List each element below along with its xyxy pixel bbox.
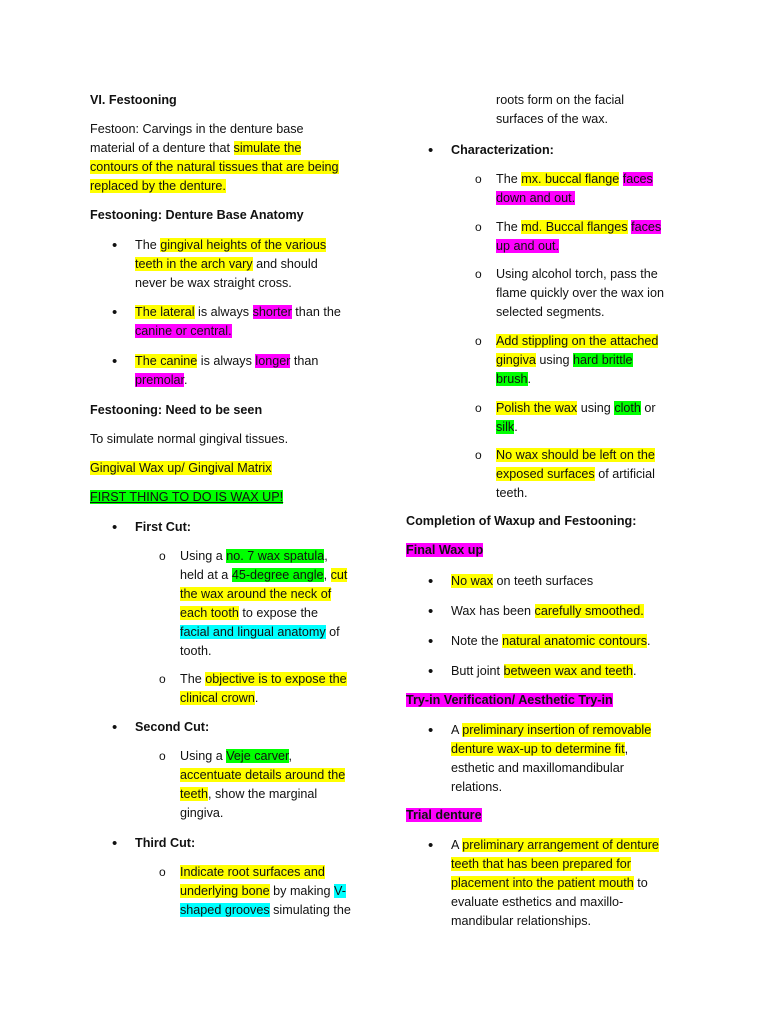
highlight: md. Buccal flanges (521, 220, 628, 234)
text: A (451, 838, 463, 852)
anatomy-item-1 (135, 236, 326, 293)
text: Butt joint (451, 664, 504, 678)
text: simulating the (269, 903, 351, 917)
highlight: No wax (451, 574, 493, 588)
text: , (288, 749, 293, 763)
char-item-1 (496, 170, 653, 208)
highlight: V- (334, 884, 346, 898)
highlight: gingival heights of the various (160, 238, 327, 252)
text: esthetic and maxillomandibular (451, 761, 624, 775)
highlight: clinical crown (180, 691, 255, 705)
matrix-line (90, 459, 272, 478)
text: by making (269, 884, 335, 898)
highlight: replaced by the denture. (90, 179, 226, 193)
highlight: shaped grooves (180, 903, 270, 917)
highlight: Indicate root surfaces and (180, 865, 325, 879)
text: Wax has been (451, 604, 535, 618)
sub-bullet-icon (475, 170, 485, 189)
text: relations. (451, 780, 503, 794)
tryin-label: Try-in Verification/ Aesthetic Try-in (406, 693, 613, 707)
text: The (135, 238, 161, 252)
highlight: accentuate details around the (180, 768, 346, 782)
text: , (624, 742, 629, 756)
highlight: teeth in the arch vary (135, 257, 253, 271)
highlight: silk (496, 420, 515, 434)
highlight: carefully smoothed. (534, 604, 644, 618)
text: Using alcohol torch, pass the (496, 267, 658, 281)
sub-bullet-icon (475, 446, 485, 465)
tryin-item (451, 721, 651, 797)
highlight: underlying bone (180, 884, 270, 898)
highlight: 45-degree angle (231, 568, 324, 582)
highlight: down and out. (496, 191, 576, 205)
bullet-icon (428, 836, 438, 856)
bullet-icon (112, 236, 122, 256)
text: . (633, 664, 637, 678)
text: Using a (180, 749, 227, 763)
highlight: longer (255, 354, 291, 368)
first-thing-line (90, 488, 283, 507)
bullet-icon (428, 662, 438, 682)
highlight: canine or central. (135, 324, 232, 338)
sub-bullet-icon (475, 218, 485, 237)
text: is always (194, 305, 253, 319)
text: roots form on the facial (496, 93, 625, 107)
text: than the (291, 305, 341, 319)
text: The (496, 172, 522, 186)
highlight: Gingival Wax up/ Gingival Matrix (90, 461, 272, 475)
highlight: Polish the wax (496, 401, 578, 415)
bullet-icon (112, 518, 122, 538)
sub-bullet-icon (159, 547, 169, 566)
highlight: facial and lingual anatomy (180, 625, 326, 639)
text: teeth. (496, 486, 528, 500)
char-item-2 (496, 218, 661, 256)
text: held at a (180, 568, 232, 582)
final-item-1 (451, 572, 593, 591)
text: , (324, 549, 328, 563)
third-cut-label: Third Cut: (135, 836, 196, 850)
bullet-icon (428, 721, 438, 741)
highlight: contours of the natural tissues that are being (90, 160, 339, 174)
highlight: no. 7 wax spatula (226, 549, 325, 563)
sub-bullet-icon (475, 332, 485, 351)
trial-denture-label: Trial denture (406, 808, 482, 822)
text: . (647, 634, 651, 648)
text: on teeth surfaces (493, 574, 594, 588)
highlight: gingiva (496, 353, 536, 367)
text: , show the marginal (208, 787, 318, 801)
characterization-label: Characterization: (451, 143, 554, 157)
completion-heading: Completion of Waxup and Festooning: (406, 514, 637, 528)
need-text: To simulate normal gingival tissues. (90, 432, 289, 446)
text: to expose the (238, 606, 318, 620)
char-item-6 (496, 446, 655, 503)
text: . (184, 373, 188, 387)
text: mandibular relationships. (451, 914, 592, 928)
sub-bullet-icon (475, 399, 485, 418)
highlight: premolar (135, 373, 184, 387)
text: . (527, 372, 532, 386)
highlight: mx. buccal flange (521, 172, 620, 186)
text: evaluate esthetics and maxillo- (451, 895, 624, 909)
text: material of a denture that (90, 141, 234, 155)
highlight: faces (622, 172, 653, 186)
text: is always (197, 354, 256, 368)
highlight: No wax should be left on the (496, 448, 655, 462)
text: A (451, 723, 463, 737)
text: Note the (451, 634, 503, 648)
festoon-definition (90, 120, 339, 196)
section-title: VI. Festooning (90, 93, 177, 107)
third-cut-step-1 (180, 863, 351, 920)
highlight: cloth (614, 401, 641, 415)
char-item-4 (496, 332, 658, 389)
highlight: between wax and teeth (503, 664, 634, 678)
first-cut-step-1 (180, 547, 347, 661)
final-item-4 (451, 662, 637, 681)
text: tooth. (180, 644, 212, 658)
text: flame quickly over the wax ion (496, 286, 664, 300)
bullet-icon (428, 632, 438, 652)
text: of artificial (594, 467, 655, 481)
second-cut-step-1 (180, 747, 345, 823)
highlight: The lateral (135, 305, 195, 319)
text: to (633, 876, 648, 890)
text: The (180, 672, 206, 686)
highlight: placement into the patient mouth (451, 876, 634, 890)
text: Festoon: Carvings in the denture base (90, 122, 304, 136)
anatomy-item-3 (135, 352, 318, 390)
trial-item (451, 836, 659, 931)
text: using (535, 353, 574, 367)
text: selected segments. (496, 305, 605, 319)
text: gingiva. (180, 806, 224, 820)
text: . (254, 691, 259, 705)
bullet-icon (112, 834, 122, 854)
bullet-icon (428, 602, 438, 622)
text: using (577, 401, 615, 415)
text: Using a (180, 549, 227, 563)
final-item-2 (451, 602, 644, 621)
sub-bullet-icon (475, 265, 485, 284)
text: or (640, 401, 656, 415)
bullet-icon (428, 141, 438, 161)
highlight: each tooth (180, 606, 239, 620)
highlight: the wax around the neck of (180, 587, 332, 601)
highlight: FIRST THING TO DO IS WAX UP! (90, 490, 284, 504)
text: , (323, 568, 331, 582)
highlight: simulate the (233, 141, 302, 155)
highlight: preliminary arrangement of denture (462, 838, 659, 852)
text: and should (252, 257, 318, 271)
highlight: faces (631, 220, 662, 234)
sub-bullet-icon (159, 747, 169, 766)
highlight: objective is to expose the (205, 672, 347, 686)
first-cut-step-2 (180, 670, 347, 708)
final-wax-label: Final Wax up (406, 543, 484, 557)
final-item-3 (451, 632, 651, 651)
highlight: hard brittle (573, 353, 633, 367)
anatomy-heading: Festooning: Denture Base Anatomy (90, 208, 304, 222)
third-cut-continuation (496, 91, 624, 129)
text: than (290, 354, 319, 368)
highlight: exposed surfaces (496, 467, 595, 481)
bullet-icon (112, 303, 122, 323)
char-item-5 (496, 399, 656, 437)
need-heading: Festooning: Need to be seen (90, 403, 263, 417)
bullet-icon (112, 352, 122, 372)
highlight: denture wax-up to determine fit (451, 742, 625, 756)
highlight: up and out. (496, 239, 560, 253)
highlight: Veje carver (226, 749, 289, 763)
text: never be wax straight cross. (135, 276, 292, 290)
highlight: cut (330, 568, 348, 582)
highlight: The canine (135, 354, 198, 368)
highlight: teeth that has been prepared for (451, 857, 631, 871)
highlight: Add stippling on the attached (496, 334, 659, 348)
second-cut-label: Second Cut: (135, 720, 210, 734)
bullet-icon (112, 718, 122, 738)
bullet-icon (428, 572, 438, 592)
sub-bullet-icon (159, 670, 169, 689)
highlight: preliminary insertion of removable (462, 723, 652, 737)
text: surfaces of the wax. (496, 112, 608, 126)
text: . (514, 420, 518, 434)
highlight: teeth (180, 787, 209, 801)
text: of (325, 625, 340, 639)
highlight: shorter (252, 305, 292, 319)
sub-bullet-icon (159, 863, 169, 882)
anatomy-item-2 (135, 303, 341, 341)
char-item-3 (496, 265, 664, 322)
text: The (496, 220, 522, 234)
highlight: brush (496, 372, 528, 386)
first-cut-label: First Cut: (135, 520, 191, 534)
highlight: natural anatomic contours (502, 634, 648, 648)
